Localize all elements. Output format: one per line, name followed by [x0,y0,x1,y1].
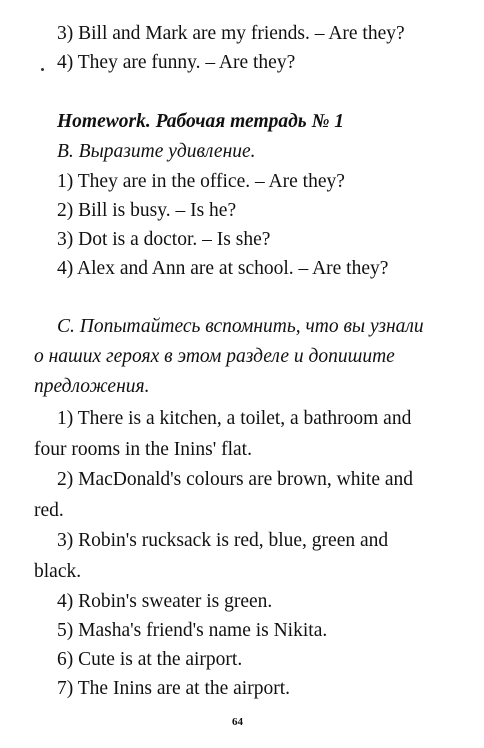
section-c-answer-2-cont: red. [34,500,64,521]
section-c-answer-4: 4) Robin's sweater is green. [57,591,273,612]
section-b-item-1: 1) They are in the office. – Are they? [57,171,345,192]
top-item-3: 3) Bill and Mark are my friends. – Are they? [57,23,405,44]
section-c-answer-1-cont: four rooms in the Inins' flat. [34,439,252,460]
print-speck [41,68,44,71]
section-c-instruction-line-1: С. Попытайтесь вспомнить, что вы узнали [57,316,424,337]
section-b-item-4: 4) Alex and Ann are at school. – Are they? [57,258,389,279]
section-c-instruction-line-3: предложения. [34,376,150,397]
section-c-answer-5: 5) Masha's friend's name is Nikita. [57,620,328,641]
section-b-instruction: B. Выразите удивление. [57,141,256,162]
homework-heading: Homework. Рабочая тетрадь № 1 [57,111,345,132]
section-c-answer-3-cont: black. [34,561,82,582]
section-c-answer-1: 1) There is a kitchen, a toilet, a bathroom and [57,408,412,429]
section-c-answer-7: 7) The Inins are at the airport. [57,678,291,699]
section-c-instruction-line-2: о наших героях в этом разделе и допишите [34,346,395,367]
section-c-answer-2: 2) MacDonald's colours are brown, white and [57,469,414,490]
section-c-answer-3: 3) Robin's rucksack is red, blue, green and [57,530,389,551]
section-b-item-2: 2) Bill is busy. – Is he? [57,200,237,221]
section-c-answer-6: 6) Cute is at the airport. [57,649,243,670]
top-item-4: 4) They are funny. – Are they? [57,52,296,73]
page-number: 64 [232,716,243,728]
section-b-item-3: 3) Dot is a doctor. – Is she? [57,229,271,250]
